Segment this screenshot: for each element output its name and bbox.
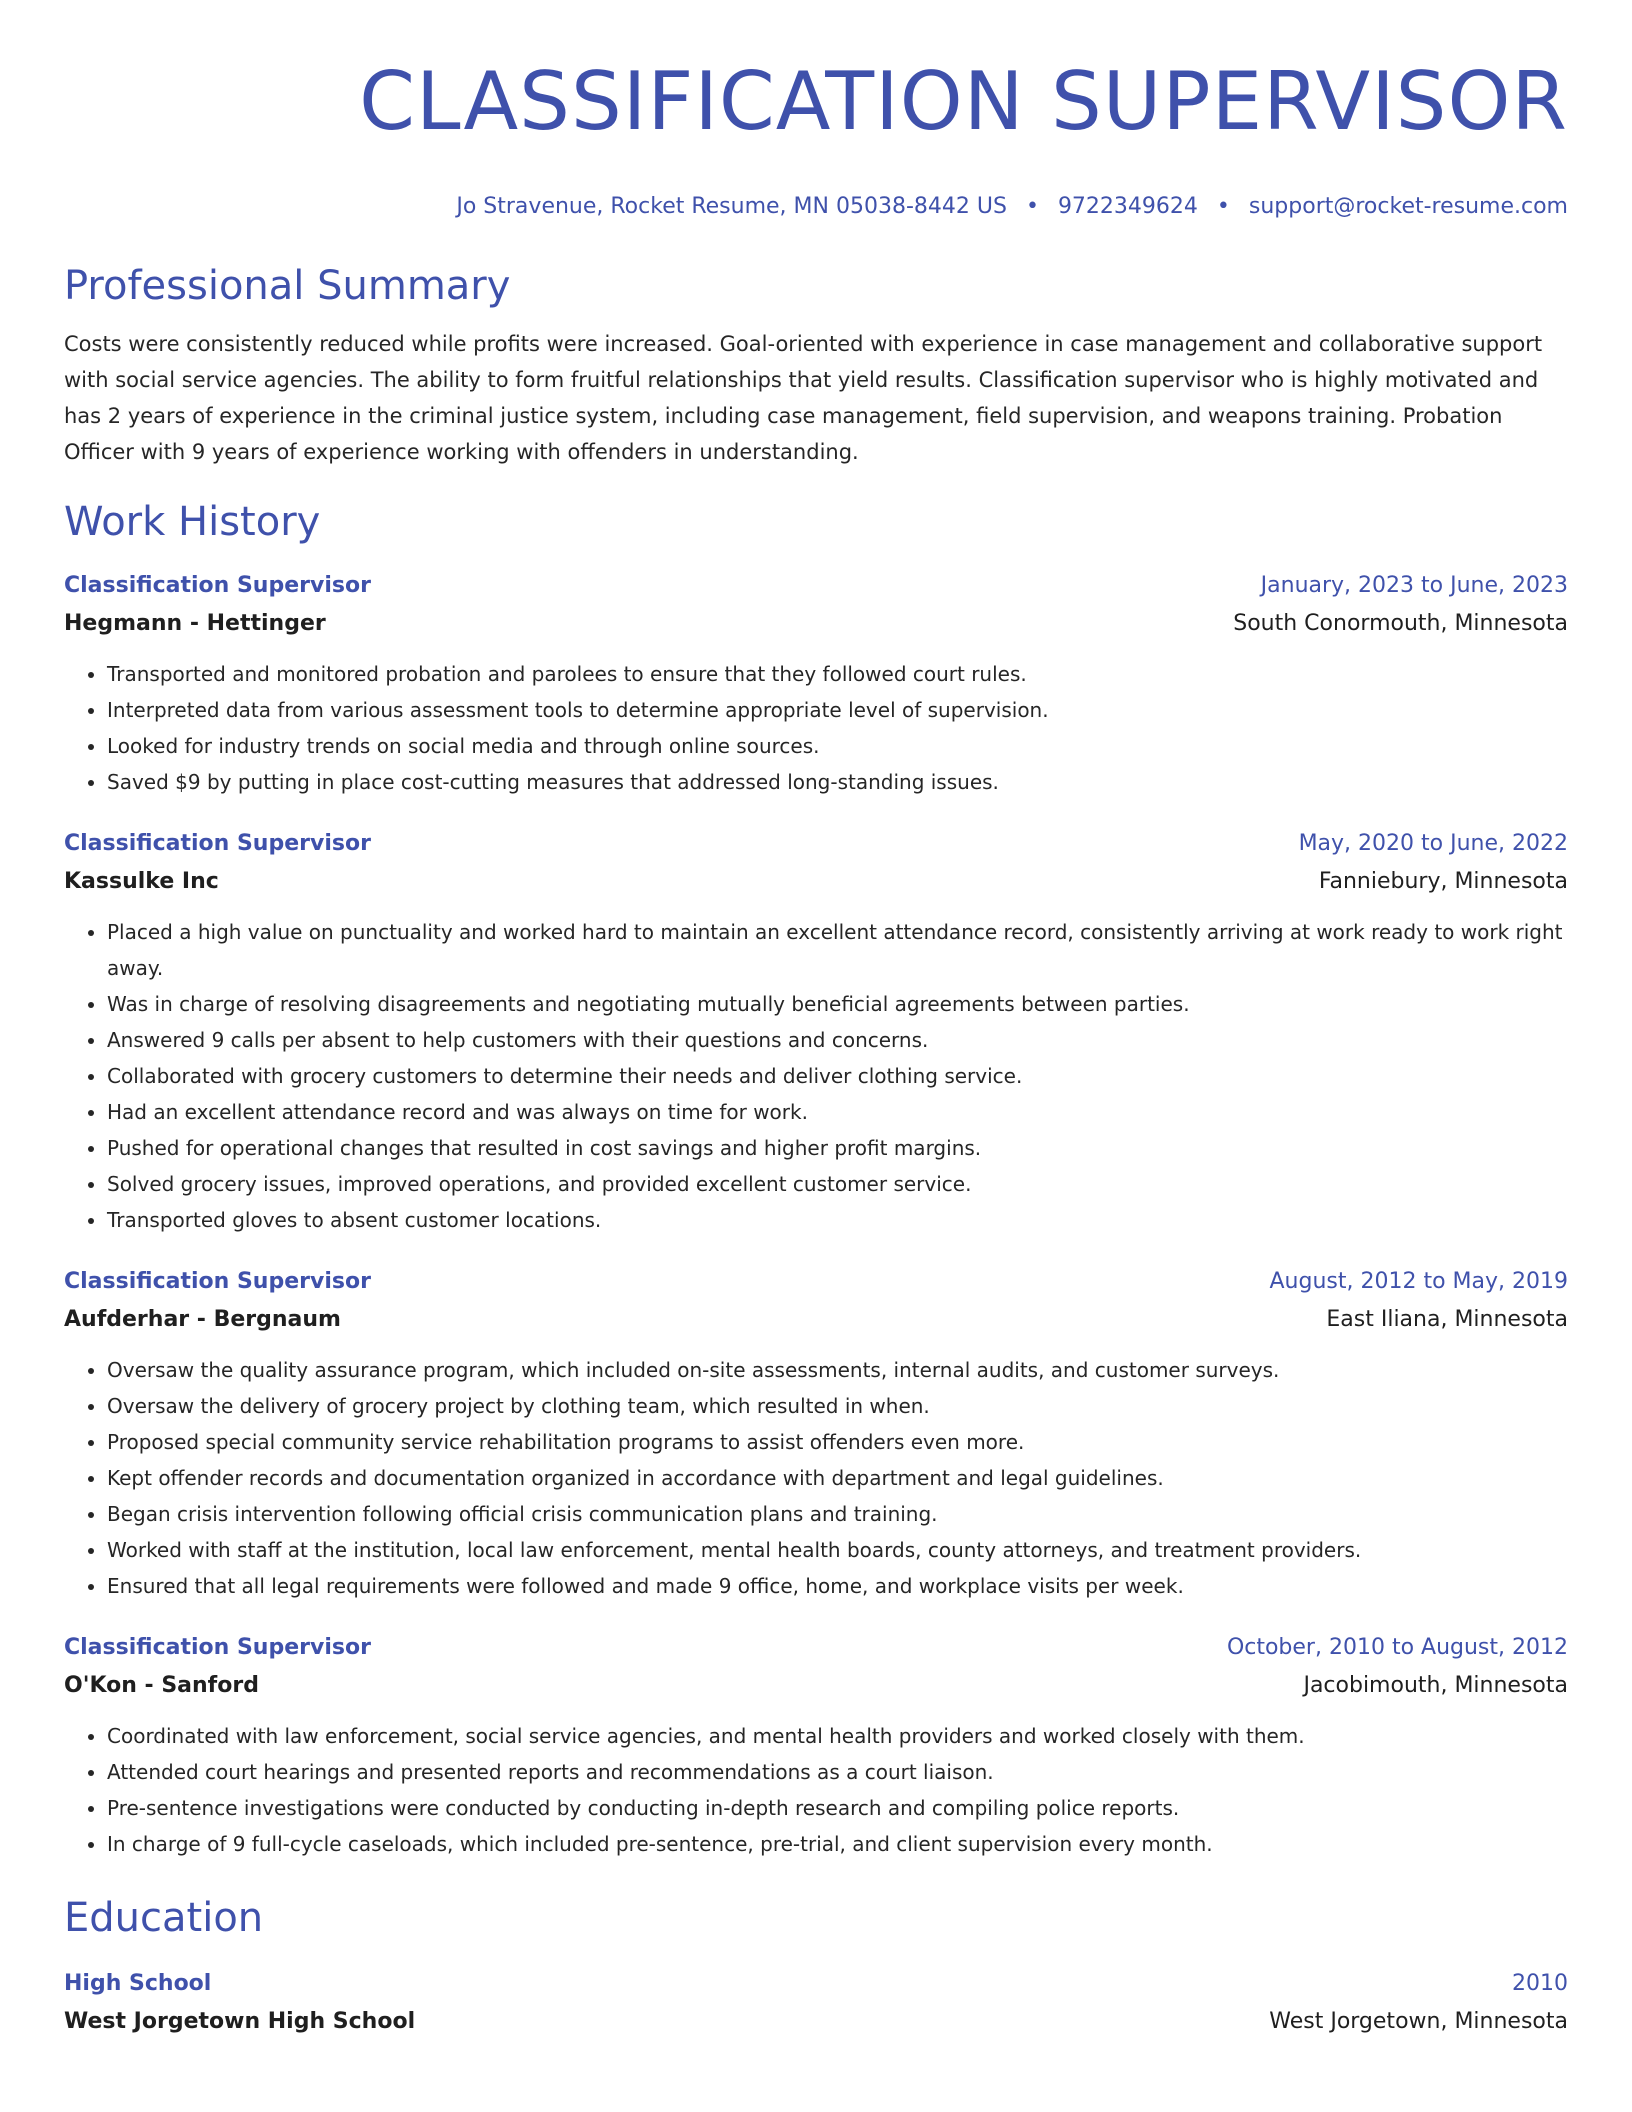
job-bullet: • Oversaw the delivery of grocery project by clothing team, which resulted in when.	[107, 1388, 1568, 1424]
job-title: Classification Supervisor	[64, 1269, 371, 1294]
job-bullets	[64, 1352, 1568, 1604]
job-bullet: • Coordinated with law enforcement, social service agencies, and mental health providers and worked closely with them.	[107, 1718, 1568, 1754]
job-bullet: • Worked with staff at the institution, local law enforcement, mental health boards, county attorneys, and treatment providers.	[107, 1532, 1568, 1568]
summary-heading: Professional Summary	[64, 263, 511, 309]
job-bullet: • Transported and monitored probation and parolees to ensure that they followed court rules.	[107, 656, 1568, 692]
job-company-row	[64, 1300, 1568, 1340]
job-bullet: • Placed a high value on punctuality and worked hard to maintain an excellent attendance record, consistently arriving at work ready to work right away.	[107, 914, 1568, 986]
job-title: Classification Supervisor	[64, 573, 371, 598]
education-school-row	[64, 2002, 1568, 2042]
job-title: Classification Supervisor	[64, 831, 371, 856]
job-bullet: • Solved grocery issues, improved operations, and provided excellent customer service.	[107, 1166, 1568, 1202]
job-company-row	[64, 862, 1568, 902]
job-company: Hegmann - Hettinger	[64, 611, 326, 636]
job-location: Jacobimouth, Minnesota	[1303, 1673, 1568, 1698]
contact-phone: 9722349624	[1057, 194, 1198, 219]
job-header-row	[64, 1630, 1568, 1666]
job-bullet: • Interpreted data from various assessment tools to determine appropriate level of supervision.	[107, 692, 1568, 728]
job-entry	[64, 568, 1568, 800]
education-school: West Jorgetown High School	[64, 2009, 416, 2034]
job-bullet: • Collaborated with grocery customers to determine their needs and deliver clothing service.	[107, 1058, 1568, 1094]
contact-line	[64, 192, 1568, 222]
job-title: Classification Supervisor	[64, 1635, 371, 1660]
contact-email: support@rocket-resume.com	[1248, 194, 1568, 219]
job-bullet: • Pushed for operational changes that resulted in cost savings and higher profit margins.	[107, 1130, 1568, 1166]
job-company: Kassulke Inc	[64, 869, 219, 894]
job-bullet: • Answered 9 calls per absent to help customers with their questions and concerns.	[107, 1022, 1568, 1058]
summary-text: Costs were consistently reduced while profits were increased. Goal-oriented with experience in case management and collaborative support with social service agencies. The ability to form fruitful relationships that yield results. Classification supervisor who is highly motivated and has 2 years of experience in the criminal justice system, including case management, field supervision, and weapons training. Probation Officer with 9 years of experience working with offenders in understanding.	[64, 332, 1543, 464]
job-bullet: • Began crisis intervention following official crisis communication plans and training.	[107, 1496, 1568, 1532]
education-entry	[64, 1966, 1568, 2042]
job-location: Fanniebury, Minnesota	[1318, 869, 1568, 894]
education-year: 2010	[1512, 1971, 1568, 1996]
contact-separator: •	[1025, 194, 1039, 219]
work-history-heading: Work History	[64, 499, 321, 545]
education-location: West Jorgetown, Minnesota	[1269, 2009, 1568, 2034]
job-entry	[64, 1630, 1568, 1862]
contact-address: Jo Stravenue, Rocket Resume, MN 05038-8442 US	[456, 194, 1007, 219]
job-entry	[64, 826, 1568, 1238]
job-bullet: • Pre-sentence investigations were conducted by conducting in-depth research and compiling police reports.	[107, 1790, 1568, 1826]
education-degree: High School	[64, 1971, 212, 1996]
job-company-row	[64, 604, 1568, 644]
job-location: South Conormouth, Minnesota	[1233, 611, 1568, 636]
job-bullet: • Had an excellent attendance record and was always on time for work.	[107, 1094, 1568, 1130]
education-header-row	[64, 1966, 1568, 2002]
job-bullet: • Proposed special community service rehabilitation programs to assist offenders even more.	[107, 1424, 1568, 1460]
job-bullet: • Saved $9 by putting in place cost-cutting measures that addressed long-standing issues.	[107, 764, 1568, 800]
job-bullet: • Kept offender records and documentation organized in accordance with department and legal guidelines.	[107, 1460, 1568, 1496]
job-header-row	[64, 826, 1568, 862]
job-entry	[64, 1264, 1568, 1604]
contact-separator: •	[1216, 194, 1230, 219]
job-dates: January, 2023 to June, 2023	[1260, 573, 1568, 598]
education-heading: Education	[64, 1895, 264, 1941]
job-bullet: • Was in charge of resolving disagreements and negotiating mutually beneficial agreements between parties.	[107, 986, 1568, 1022]
job-location: East Iliana, Minnesota	[1326, 1307, 1568, 1332]
job-bullet: • Attended court hearings and presented reports and recommendations as a court liaison.	[107, 1754, 1568, 1790]
job-dates: October, 2010 to August, 2012	[1226, 1635, 1568, 1660]
job-header-row	[64, 1264, 1568, 1300]
job-company: Aufderhar - Bergnaum	[64, 1307, 341, 1332]
job-bullet: • Looked for industry trends on social media and through online sources.	[107, 728, 1568, 764]
job-bullet: • Ensured that all legal requirements were followed and made 9 office, home, and workplace visits per week.	[107, 1568, 1568, 1604]
job-bullet: • Oversaw the quality assurance program, which included on-site assessments, internal audits, and customer surveys.	[107, 1352, 1568, 1388]
job-company: O'Kon - Sanford	[64, 1673, 259, 1698]
resume-name: CLASSIFICATION SUPERVISOR	[359, 55, 1568, 148]
job-bullets	[64, 914, 1568, 1238]
job-bullets	[64, 1718, 1568, 1862]
job-bullets	[64, 656, 1568, 800]
job-bullet: • In charge of 9 full-cycle caseloads, which included pre-sentence, pre-trial, and client supervision every month.	[107, 1826, 1568, 1862]
job-header-row	[64, 568, 1568, 604]
job-company-row	[64, 1666, 1568, 1706]
job-bullet: • Transported gloves to absent customer locations.	[107, 1202, 1568, 1238]
job-dates: August, 2012 to May, 2019	[1269, 1269, 1568, 1294]
job-dates: May, 2020 to June, 2022	[1298, 831, 1568, 856]
